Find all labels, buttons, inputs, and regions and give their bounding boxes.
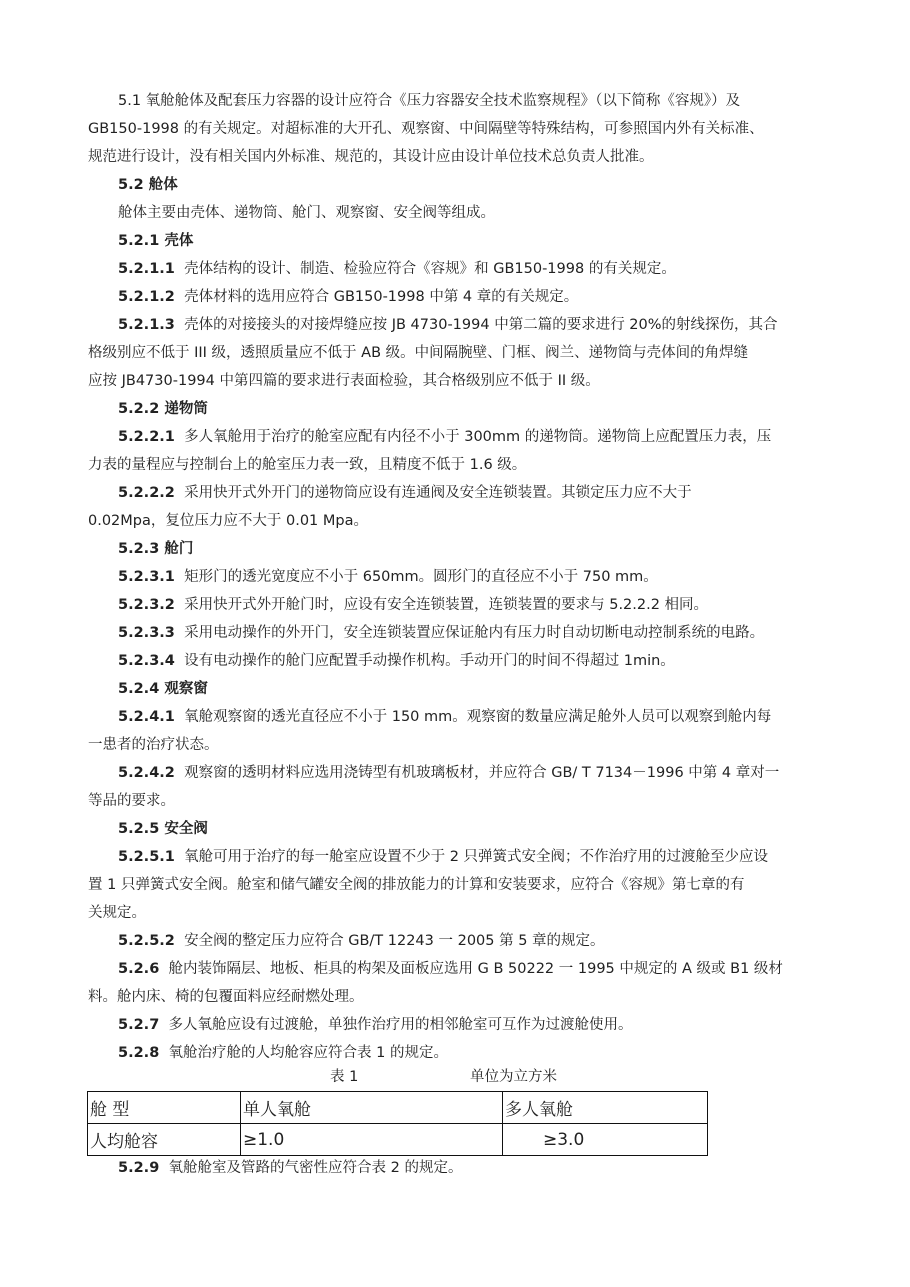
clause-text: 采用快开式外开门的递物筒应设有连通阀及安全连锁装置。其锁定压力应不大于 [184, 485, 692, 501]
clause-text: 设有电动操作的舱门应配置手动操作机构。手动开门的时间不得超过 1min。 [184, 653, 675, 669]
capacity-table [87, 1091, 708, 1156]
clause-text: 壳体的对接接头的对接焊缝应按 JB 4730-1994 中第二篇的要求进行 20%的射线探伤，其合 [184, 317, 778, 333]
clause-line [118, 847, 768, 867]
clause-text: 采用快开式外开舱门时，应设有安全连锁装置，连锁装置的要求与 5.2.2.2 相同。 [184, 597, 709, 613]
clause-number: 5.2.3.1 [118, 569, 175, 585]
table-cell: 多人氧舱 [503, 1092, 708, 1124]
clause-number: 5.2.3.4 [118, 653, 175, 669]
clause-text: 壳体材料的选用应符合 GB150-1998 中第 4 章的有关规定。 [184, 289, 579, 305]
clause-text: 氧舱舱室及管路的气密性应符合表 2 的规定。 [168, 1160, 463, 1176]
table-cell: ≥1.0 [241, 1124, 503, 1156]
clause-number: 5.2.5.1 [118, 849, 175, 865]
clause-line [118, 1015, 633, 1035]
paragraph-line: 0.02Mpa，复位压力应不大于 0.01 Mpa。 [88, 513, 368, 529]
section-heading: 5.2 舱体 [118, 177, 178, 193]
paragraph-line: 应按 JB4730-1994 中第四篇的要求进行表面检验，其合格级别应不低于 II 级。 [88, 373, 600, 389]
clause-text: 氧舱治疗舱的人均舱容应符合表 1 的规定。 [168, 1045, 448, 1061]
section-heading: 5.2.3 舱门 [118, 541, 194, 557]
table-caption: 表 1 [330, 1069, 359, 1085]
clause-line [118, 483, 692, 503]
clause-text: 观察窗的透明材料应选用浇铸型有机玻璃板材，并应符合 GB/ T 7134－1996 中第 4 章对一 [184, 765, 780, 781]
clause-line [118, 315, 778, 335]
clause-line [118, 931, 605, 951]
clause-number: 5.2.1.2 [118, 289, 175, 305]
clause-number: 5.2.2.1 [118, 429, 175, 445]
clause-line [118, 259, 676, 279]
clause-line [118, 707, 771, 727]
clause-text: 氧舱观察窗的透光直径应不小于 150 mm。观察窗的数量应满足舱外人员可以观察到舱内每 [184, 709, 772, 725]
paragraph-line: 置 1 只弹簧式安全阀。舱室和储气罐安全阀的排放能力的计算和安装要求，应符合《容规》第七章的有 [88, 877, 745, 893]
clause-number: 5.2.4.1 [118, 709, 175, 725]
clause-number: 5.2.6 [118, 961, 160, 977]
clause-text: 氧舱可用于治疗的每一舱室应设置不少于 2 只弹簧式安全阀；不作治疗用的过渡舱至少应设 [184, 849, 769, 865]
paragraph-line: GB150-1998 的有关规定。对超标准的大开孔、观察窗、中间隔壁等特殊结构，可参照国内外有关标准、 [88, 121, 764, 137]
clause-text: 多人氧舱应设有过渡舱，单独作治疗用的相邻舱室可互作为过渡舱使用。 [168, 1017, 633, 1033]
clause-number: 5.2.9 [118, 1160, 160, 1176]
clause-line [118, 623, 764, 643]
paragraph-line: 5.1 氧舱舱体及配套压力容器的设计应符合《压力容器安全技术监察规程》（以下简称《容规》）及 [118, 93, 741, 109]
clause-number: 5.2.7 [118, 1017, 160, 1033]
paragraph-line: 舱体主要由壳体、递物筒、舱门、观察窗、安全阀等组成。 [118, 205, 495, 221]
paragraph-line: 关规定。 [88, 905, 146, 921]
paragraph-line: 规范进行设计，没有相关国内外标准、规范的，其设计应由设计单位技术总负责人批准。 [88, 149, 654, 165]
clause-line [118, 427, 771, 447]
clause-line [118, 1158, 462, 1178]
paragraph-line: 力表的量程应与控制台上的舱室压力表一致，且精度不低于 1.6 级。 [88, 457, 527, 473]
paragraph-line: 一患者的治疗状态。 [88, 737, 219, 753]
clause-text: 矩形门的透光宽度应不小于 650mm。圆形门的直径应不小于 750 mm。 [184, 569, 658, 585]
table-cell: ≥3.0 [503, 1124, 708, 1156]
table-header-row [88, 1092, 708, 1124]
table-cell: 舱 型 [88, 1092, 241, 1124]
paragraph-line: 料。舱内床、椅的包覆面料应经耐燃处理。 [88, 989, 364, 1005]
clause-line [118, 651, 675, 671]
clause-number: 5.2.4.2 [118, 765, 175, 781]
table-row [88, 1124, 708, 1156]
section-heading: 5.2.4 观察窗 [118, 681, 208, 697]
section-heading: 5.2.1 壳体 [118, 233, 194, 249]
clause-text: 多人氧舱用于治疗的舱室应配有内径不小于 300mm 的递物筒。递物筒上应配置压力表，压 [184, 429, 772, 445]
clause-number: 5.2.3.3 [118, 625, 175, 641]
clause-line [118, 595, 708, 615]
clause-number: 5.2.3.2 [118, 597, 175, 613]
clause-number: 5.2.2.2 [118, 485, 175, 501]
table-cell: 单人氧舱 [241, 1092, 503, 1124]
clause-line [118, 1043, 448, 1063]
clause-line [118, 287, 578, 307]
clause-number: 5.2.1.3 [118, 317, 175, 333]
clause-text: 舱内装饰隔层、地板、柜具的构架及面板应选用 G B 50222 一 1995 中规定的 A 级或 B1 级材 [168, 961, 783, 977]
clause-line [118, 763, 779, 783]
clause-text: 安全阀的整定压力应符合 GB/T 12243 一 2005 第 5 章的规定。 [184, 933, 605, 949]
clause-line [118, 959, 783, 979]
clause-number: 5.2.5.2 [118, 933, 175, 949]
paragraph-line: 格级别应不低于 III 级，透照质量应不低于 AB 级。中间隔腕壁、门框、阀兰、递物筒与壳体间的角焊缝 [88, 345, 749, 361]
table-cell: 人均舱容 [88, 1124, 241, 1156]
clause-line [118, 567, 658, 587]
clause-text: 壳体结构的设计、制造、检验应符合《容规》和 GB150-1998 的有关规定。 [184, 261, 676, 277]
paragraph-line: 等品的要求。 [88, 793, 175, 809]
clause-number: 5.2.8 [118, 1045, 160, 1061]
section-heading: 5.2.5 安全阀 [118, 821, 208, 837]
section-heading: 5.2.2 递物筒 [118, 401, 208, 417]
clause-number: 5.2.1.1 [118, 261, 175, 277]
clause-text: 采用电动操作的外开门，安全连锁装置应保证舱内有压力时自动切断电动控制系统的电路。 [184, 625, 765, 641]
table-unit: 单位为立方米 [470, 1069, 557, 1085]
